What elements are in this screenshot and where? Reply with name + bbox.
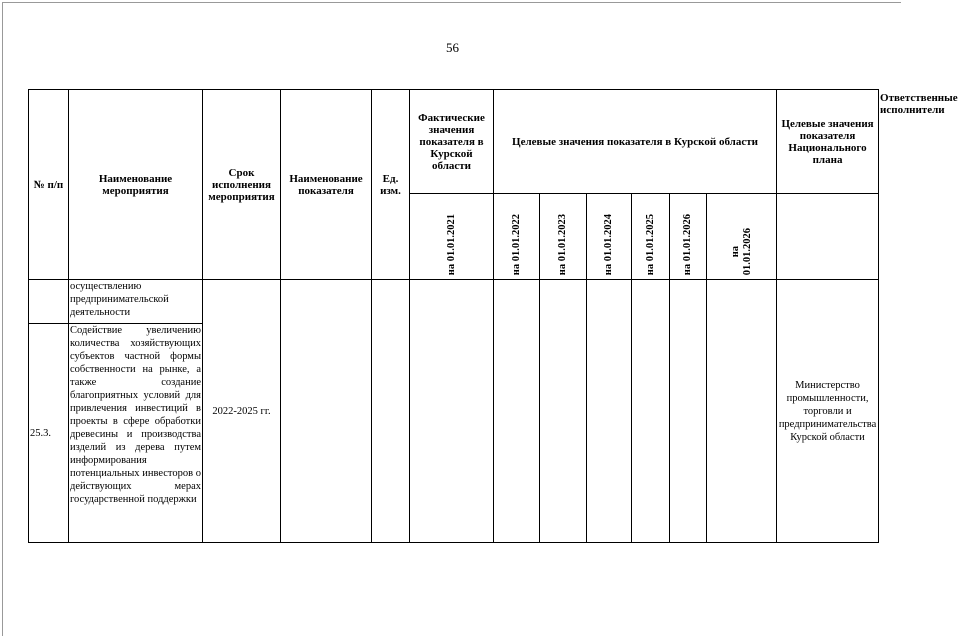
date-2021: на 01.01.2021	[445, 213, 457, 275]
target-2023-cell	[540, 280, 587, 543]
responsible-value: Министерство промышленности, торговли и предпринимательства Курской области	[777, 280, 879, 543]
date-cell-2022	[494, 194, 540, 280]
date-cell-2025	[632, 194, 670, 280]
header-num: № п/п	[29, 90, 69, 280]
event-name: Содействие увеличению количества хозяйствующих субъектов частной формы собственности на рынке, а также создание благоприятных условий для привлечения инвестиций в проекты в сфере обработки древесины и производства изделий из дерева путем информирования потенциальных инвесторов о действующих мерах государственной поддержки	[69, 324, 203, 543]
target-2024-cell	[587, 280, 632, 543]
date-cell-2026	[670, 194, 707, 280]
date-cell-2021	[410, 194, 494, 280]
row-number: 25.3.	[29, 324, 69, 543]
date-2025: на 01.01.2025	[644, 213, 656, 275]
unit-cell	[372, 280, 410, 543]
header-unit: Ед. изм.	[372, 90, 410, 280]
national-cell	[707, 280, 777, 543]
row-number	[29, 280, 69, 324]
target-2025-cell	[632, 280, 670, 543]
date-2026: на 01.01.2026	[682, 213, 693, 275]
indicator-cell	[281, 280, 372, 543]
table-row	[29, 280, 879, 324]
target-2026-cell	[670, 280, 707, 543]
target-2022-cell	[494, 280, 540, 543]
date-cell-national	[707, 194, 777, 280]
header-deadline: Срок исполнения мероприятия	[203, 90, 281, 280]
header-national: Целевые значения показателя Национального плана	[777, 90, 879, 194]
header-actual: Фактические значения показателя в Курской области	[410, 90, 494, 194]
deadline-value: 2022-2025 гг.	[203, 280, 281, 543]
date-cell-2024	[587, 194, 632, 280]
date-cell-2023	[540, 194, 587, 280]
date-2023: на 01.01.2023	[557, 213, 568, 275]
event-name: осуществлению предпринимательской деятельности	[69, 280, 203, 324]
header-indicator: Наименование показателя	[281, 90, 372, 280]
measures-table	[28, 89, 958, 543]
page-number: 56	[446, 40, 459, 55]
date-national: на 01.01.2026	[729, 227, 753, 275]
date-2022: на 01.01.2022	[510, 213, 522, 275]
header-row-1: № п/п Наименование мероприятия Срок исполнения мероприятия Наименование показателя Ед. изм. Фактические значения показателя в Курской области Целевые значения показателя в Курской области Целевые значения показателя Национального плана Ответственные исполнители	[29, 90, 879, 194]
actual-cell	[410, 280, 494, 543]
header-event: Наименование мероприятия	[69, 90, 203, 280]
header-target: Целевые значения показателя в Курской области	[494, 90, 777, 194]
date-2024: на 01.01.2024	[603, 213, 614, 275]
